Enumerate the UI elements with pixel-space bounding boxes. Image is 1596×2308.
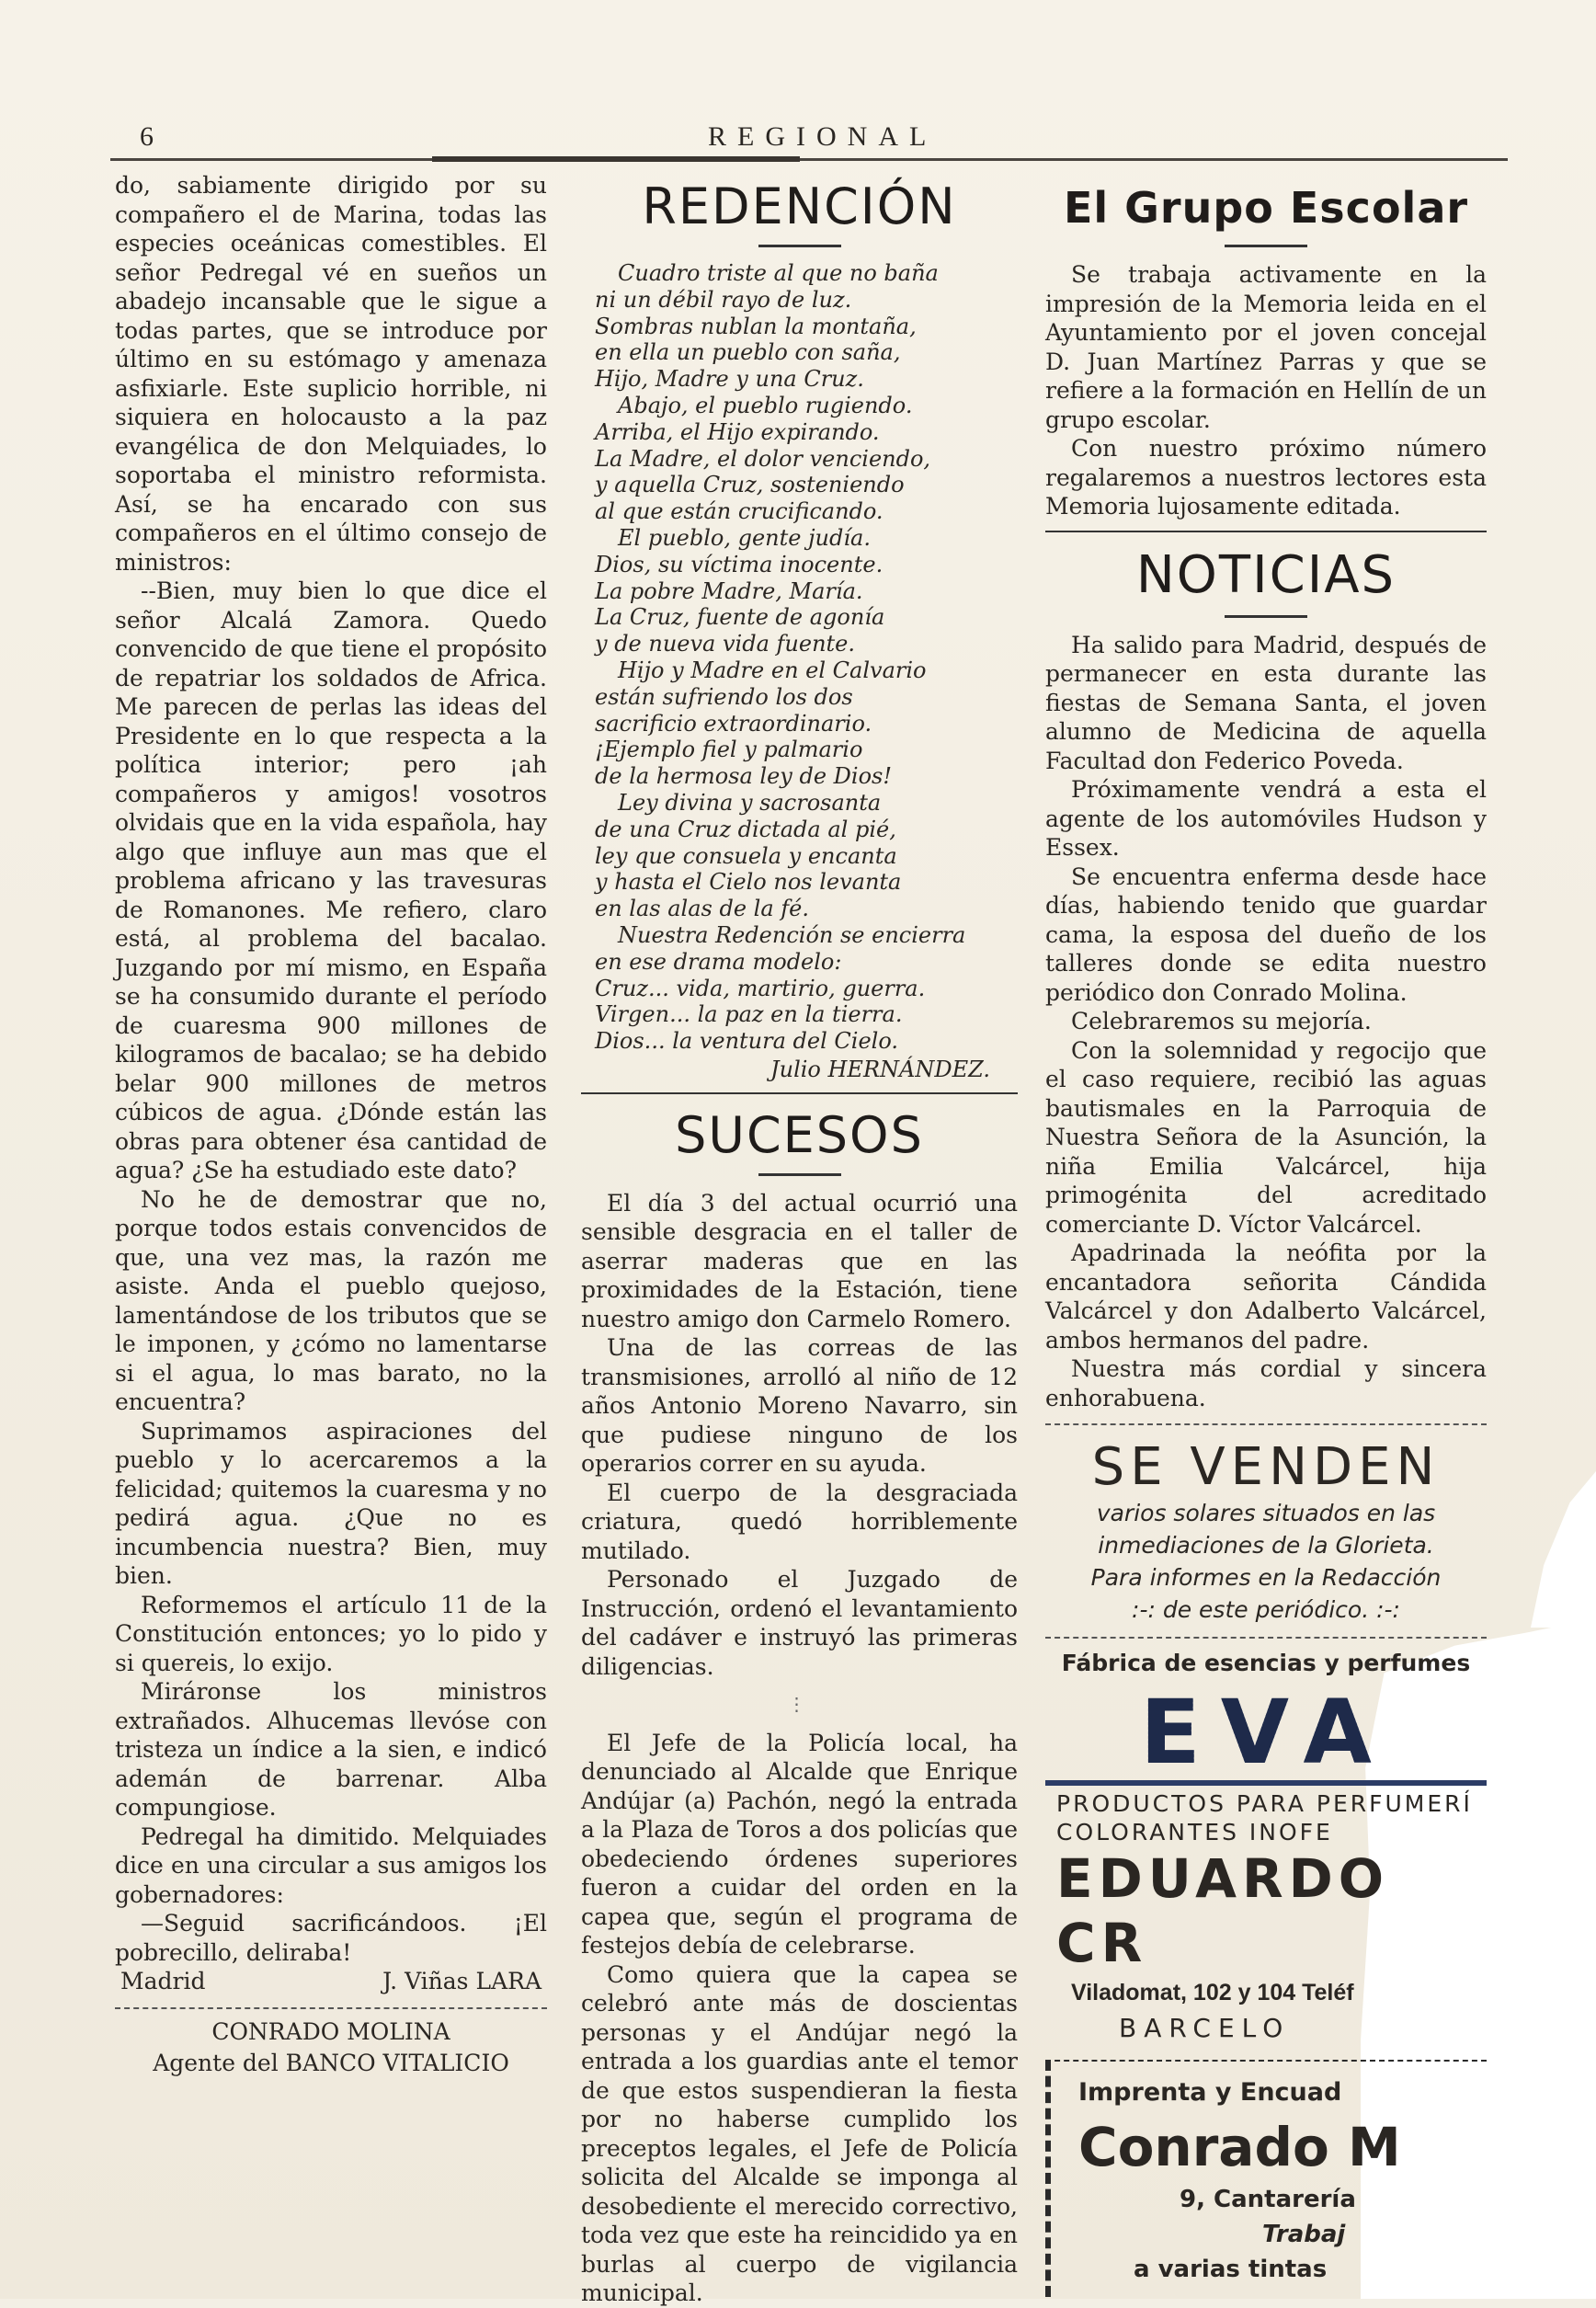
poem-line: en ella un pueblo con saña,	[595, 339, 901, 366]
paragraph: Una de las correas de las transmisiones, arrolló al niño de 12 años Antonio Moreno Navarro, sin que pudiese ninguno de los operarios correr en su ayuda.	[581, 1334, 1018, 1478]
ad-title: SE VENDEN	[1091, 1437, 1441, 1497]
poem-line: de la hermosa ley de Dios!	[595, 763, 892, 790]
title-rule	[758, 245, 841, 247]
agent-ad	[115, 2017, 547, 2079]
eva-logo: EVA	[1045, 1685, 1487, 1786]
poem-line: y hasta el Cielo nos levanta	[595, 869, 902, 896]
section-title-grupo-escolar: El Grupo Escolar	[1063, 183, 1469, 233]
agent-role: Agente del BANCO VITALICIO	[153, 2049, 509, 2076]
poem-line: sacrificio extraordinario.	[595, 710, 872, 737]
poem-line: en ese drama modelo:	[595, 948, 842, 975]
poem-line: ¡Ejemplo fiel y palmario	[595, 737, 863, 763]
poem-line: Dios... la ventura del Cielo.	[595, 1028, 898, 1055]
ad-eva	[1045, 1646, 1487, 2047]
dashed-divider	[1045, 1637, 1487, 1639]
poem-line: Hijo, Madre y una Cruz.	[595, 366, 864, 393]
ad-line: COLORANTES INOFE	[1056, 1819, 1333, 1845]
poem-line: Arriba, el Hijo expirando.	[595, 418, 880, 445]
paragraph: El Jefe de la Policía local, ha denunciado al Alcalde que Enrique Andújar (a) Pachón, negó la entrada a la Plaza de Toros a dos policías que obedeciendo órdenes superiores fueron a cuidar del orden en la capea que, según el programa de festejos debía de celebrarse.	[581, 1729, 1018, 1960]
ad-eva-city: BARCELO	[1119, 2013, 1291, 2043]
ad-eva-tagline: Fábrica de esencias y perfumes	[1061, 1650, 1471, 1676]
ad-se-venden	[1045, 1438, 1487, 1626]
poem-line: ley que consuela y encanta	[595, 842, 897, 869]
poem-line: Sombras nublan la montaña,	[595, 313, 917, 339]
poem-author: Julio HERNÁNDEZ.	[770, 1056, 990, 1082]
section-divider	[581, 1092, 1018, 1094]
poem-line: Cruz... vida, martirio, guerra.	[595, 975, 926, 1001]
agent-name: CONRADO MOLINA	[211, 2017, 450, 2045]
paragraph: Suprimamos aspiraciones del pueblo y lo acercaremos a la felicidad; quitemos la cuaresma y no pedirá agua. ¿Que no es incumbencia nuestra? Bien, muy bien.	[115, 1417, 547, 1589]
dashed-divider	[1045, 1423, 1487, 1425]
section-divider	[1045, 531, 1487, 532]
paragraph: Con nuestro próximo número regalaremos a nuestros lectores esta Memoria lujosamente editada.	[1045, 435, 1487, 520]
ad-eva-company: EDUARDO CR	[1056, 1847, 1390, 1974]
page-header	[110, 118, 1508, 162]
poem-line: y aquella Cruz, sosteniendo	[595, 472, 905, 498]
poem-line: Nuestra Redención se encierra	[618, 921, 966, 948]
ad-imprenta	[1045, 2060, 1487, 2297]
paragraph: Miráronse los ministros extrañados. Alhucemas llevóse con tristeza un índice a la sien, e indicó ademán de barrenar. Alba compungiose.	[115, 1678, 547, 1821]
ad-imprenta-name: Conrado M	[1078, 2116, 1401, 2178]
paragraph: No he de demostrar que no, porque todos estais convencidos de que, una vez mas, la razón me asiste. Anda el pueblo quejoso, lamentándose de los tributos que se le imponen, y ¿cómo no lamentarse si el agua, lo mas barato, no la encuentra?	[115, 1185, 547, 1415]
poem-line: al que están crucificando.	[595, 498, 884, 525]
column-news-and-ads	[1045, 171, 1487, 2297]
signature-place: Madrid	[120, 1968, 206, 1994]
poem	[581, 260, 1018, 1083]
ad-line: Para informes en la Redacción	[1090, 1564, 1442, 1591]
paragraph: do, sabiamente dirigido por su compañero el de Marina, todas las especies oceánicas comestibles. El señor Pedregal vé en sueños un abadejo incansable que le sigue a todas partes, que se introduce por último en su estómago y amenaza asfixiarle. Este suplicio horrible, ni siquiera en holocausto a la paz evangélica de don Melquiades, lo soportaba el ministro reformista. Así, se ha encarado con sus compañeros en el último consejo de ministros:	[115, 172, 547, 576]
poem-line: La pobre Madre, María.	[595, 577, 863, 604]
poem-line: Cuadro triste al que no baña	[618, 260, 939, 286]
ad-line: Trabaj	[1262, 2221, 1346, 2248]
poem-line: en las alas de la fé.	[595, 896, 809, 922]
paragraph: El cuerpo de la desgraciada criatura, quedó horriblemente mutilado.	[581, 1479, 1018, 1564]
paragraph: Reformemos el artículo 11 de la Constitución entonces; yo lo pido y si quereis, lo exijo.	[115, 1591, 547, 1676]
section-title-sucesos: SUCESOS	[675, 1105, 924, 1164]
section-title-noticias: NOTICIAS	[1135, 544, 1396, 605]
masthead: REGIONAL	[708, 121, 938, 152]
signature-author: J. Viñas LARA	[382, 1968, 542, 1994]
ad-line: PRODUCTOS PARA PERFUMERÍ	[1056, 1790, 1473, 1817]
header-rule-heavy	[432, 156, 800, 162]
section-title-redencion: REDENCIÓN	[642, 177, 957, 235]
poem-line: Virgen... la paz en la tierra.	[595, 1001, 903, 1028]
poem-line: ni un débil rayo de luz.	[595, 286, 852, 313]
paragraph: Ha salido para Madrid, después de permanecer en esta durante las fiestas de Semana Santa, el joven alumno de Medicina de aquella Facultad don Federico Poveda.	[1045, 631, 1487, 774]
poem-line: y de nueva vida fuente.	[595, 631, 856, 657]
ad-line: varios solares situados en las inmediaciones de la Glorieta.	[1096, 1500, 1436, 1559]
paragraph: El día 3 del actual ocurrió una sensible desgracia en el taller de aserrar maderas que en las proximidades de la Estación, tiene nuestro amigo don Carmelo Romero.	[581, 1189, 1018, 1332]
column-opinion	[115, 171, 547, 2079]
poem-line: La Cruz, fuente de agonía	[595, 604, 885, 631]
poem-line: El pueblo, gente judía.	[618, 524, 871, 551]
title-rule	[1225, 615, 1307, 618]
page-number: 6	[140, 121, 154, 152]
paragraph: —Seguid sacrificándoos. ¡El pobrecillo, deliraba!	[115, 1910, 547, 1966]
paragraph: Próximamente vendrá a esta el agente de los automóviles Hudson y Essex.	[1045, 776, 1487, 861]
poem-line: Abajo, el pueblo rugiendo.	[618, 392, 913, 418]
paragraph: Pedregal ha dimitido. Melquiades dice en una circular a sus amigos los gobernadores:	[115, 1822, 547, 1908]
poem-line: Dios, su víctima inocente.	[595, 551, 884, 577]
poem-line: de una Cruz dictada al pié,	[595, 816, 896, 842]
poem-line: La Madre, el dolor venciendo,	[595, 445, 931, 472]
header-rule	[110, 158, 1508, 161]
article-signature	[115, 1967, 547, 1996]
title-rule	[1225, 245, 1307, 247]
paragraph: Como quiera que la capea se celebró ante más de doscientas personas y el Andújar negó la entrada a los guardias ante el temor de que estos suspendieran la fiesta por no haberse cumplido los preceptos legales, el Jefe de Policía solicita del Alcalde se imponga al desobediente el merecido correctivo, toda vez que este ha reincidido ya en burlas al cuerpo de vigilancia municipal.	[581, 1960, 1018, 2307]
column-poem-and-events	[581, 171, 1018, 2308]
poem-line: están sufriendo los dos	[595, 683, 853, 710]
paragraph: Se trabaja activamente en la impresión de la Memoria leida en el Ayuntamiento por el joven concejal D. Juan Martínez Parras y que se refiere a la formación en Hellín de un grupo escolar.	[1045, 261, 1487, 433]
paragraph: Se encuentra enferma desde hace días, habiendo tenido que guardar cama, la esposa del dueño de los talleres donde se edita nuestro periódico don Conrado Molina.	[1045, 863, 1487, 1006]
ad-line: :-: de este periódico. :-:	[1132, 1596, 1400, 1623]
paragraph: Personado el Juzgado de Instrucción, ordenó el levantamiento del cadáver e instruyó las primeras diligencias.	[581, 1566, 1018, 1680]
paragraph: Apadrinada la neófita por la encantadora señorita Cándida Valcárcel y don Adalberto Valcárcel, ambos hermanos del padre.	[1045, 1240, 1487, 1354]
paragraph: Nuestra más cordial y sincera enhorabuena.	[1045, 1355, 1487, 1411]
ad-line: a varias tintas	[1134, 2256, 1328, 2283]
poem-line: Hijo y Madre en el Calvario	[618, 657, 927, 683]
ornament-dots: ⋮	[787, 1693, 812, 1716]
dashed-divider	[115, 2007, 547, 2009]
paragraph: --Bien, muy bien lo que dice el señor Alcalá Zamora. Quedo convencido de que tiene el propósito de repatriar los soldados de Africa. Me parecen de perlas las ideas del Presidente en lo que respecta a la política interior; pero ¡ah compañeros y amigos! vosotros olvidais que en la vida española, hay algo que influye aun mas que el problema africano y las travesuras de Romanones. Me refiero, claro está, al problema del bacalao. Juzgando por mí mismo, en España se ha consumido durante el período de cuaresma 900 millones de kilogramos de bacalao; se ha debido belar 900 millones de metros cúbicos de agua. ¿Dónde están las obras para obtener ésa cantidad de agua? ¿Se ha estudiado este dato?	[115, 577, 547, 1183]
ad-eva-address: Viladomat, 102 y 104 Teléf	[1071, 1980, 1354, 2005]
ad-imprenta-address: 9, Cantarería	[1180, 2186, 1356, 2213]
title-rule	[758, 1173, 841, 1176]
paragraph: Celebraremos su mejoría.	[1071, 1008, 1372, 1034]
ad-line: Imprenta y Encuad	[1078, 2078, 1342, 2107]
paragraph: Con la solemnidad y regocijo que el caso requiere, recibió las aguas bautismales en la Parroquia de Nuestra Señora de la Asunción, la niña Emilia Valcárcel, hija primogénita del acreditado comerciante D. Víctor Valcárcel.	[1045, 1036, 1487, 1238]
poem-line: Ley divina y sacrosanta	[618, 789, 882, 816]
